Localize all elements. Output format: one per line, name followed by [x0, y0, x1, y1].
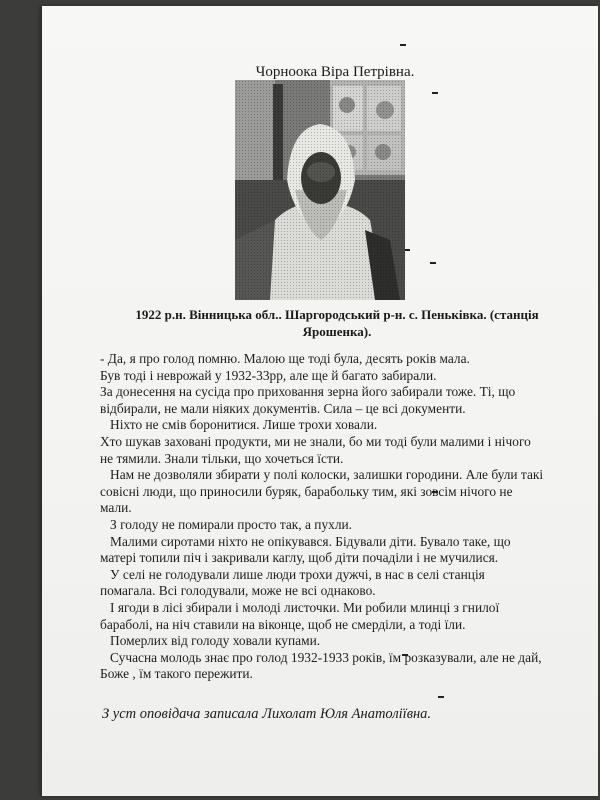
story-text — [100, 351, 570, 683]
story-line: Боже , їм такого пережити. — [100, 666, 253, 682]
page-title: Чорноока Віра Петрівна. — [255, 64, 415, 80]
story-line: З голоду не помирали просто так, а пухли. — [100, 516, 353, 532]
story-line: - Да, я про голод помню. Малою ще тоді була, десять років мала. — [100, 351, 470, 366]
story-line: мали. — [100, 500, 132, 516]
story-line: Малими сиротами ніхто не опікувався. Бідували діти. Бувало таке, що — [100, 533, 511, 549]
signature-line: З уст оповідача записала Лихолат Юля Анатоліївна. — [102, 706, 432, 722]
story-line: Хто шукав заховані продукти, ми не знали, бо ми тоді були малими і нічого — [100, 433, 531, 449]
scan-mark — [430, 262, 436, 264]
portrait-photo-icon — [235, 80, 405, 300]
scan-mark — [400, 44, 406, 46]
scan-mark — [438, 696, 444, 698]
story-line: Ніхто не смів боронитися. Лише трохи ховали. — [100, 417, 378, 433]
scan-mark — [432, 92, 438, 94]
caption-line: Ярошенка). — [302, 324, 372, 339]
story-line: І ягоди в лісі збирали і молоді листочки. Ми робили млинці з гнилої — [100, 599, 500, 615]
story-line: матері топили піч і закривали каглу, щоб діти почаділи і не мучилися. — [100, 550, 499, 566]
caption-line: 1922 р.н. Вінницька обл.. Шаргородський р-н. с. Пеньківка. (станція — [135, 307, 539, 322]
caption — [102, 306, 572, 340]
story-line: бараболі, на ніч ставили на віконце, щоб не смерділи, а тоді їли. — [100, 616, 466, 632]
story-line: совісні люди, що приносили буряк, барабольку тим, які зовсім нічого не — [100, 483, 513, 499]
story-line: Сучасна молодь знає про голод 1932-1933 років, їм розказували, але не дай, — [100, 649, 542, 665]
story-line: Був тоді і неврожай у 1932-33рр, але ще й багато забирали. — [100, 367, 437, 383]
story-line: Нам не дозволяли збирати у полі колоски, залишки городини. Але були такі — [100, 467, 544, 483]
story-line: За донесення на сусіда про приховання зерна його забирали тоже. Ті, що — [100, 384, 516, 400]
document-page — [42, 6, 598, 796]
story-line: У селі не голодували лише люди трохи дужчі, в нас в селі станція — [100, 566, 485, 582]
story-line: Померлих від голоду ховали купами. — [100, 633, 321, 649]
story-line: відбирали, не мали ніяких документів. Сила – це всі документи. — [100, 400, 466, 416]
story-line: помагала. Всі голодували, може не всі однаково. — [100, 583, 376, 599]
portrait-photo — [235, 80, 405, 300]
story-line: не тямили. Знали тільки, що хочеться їсти. — [100, 450, 344, 466]
